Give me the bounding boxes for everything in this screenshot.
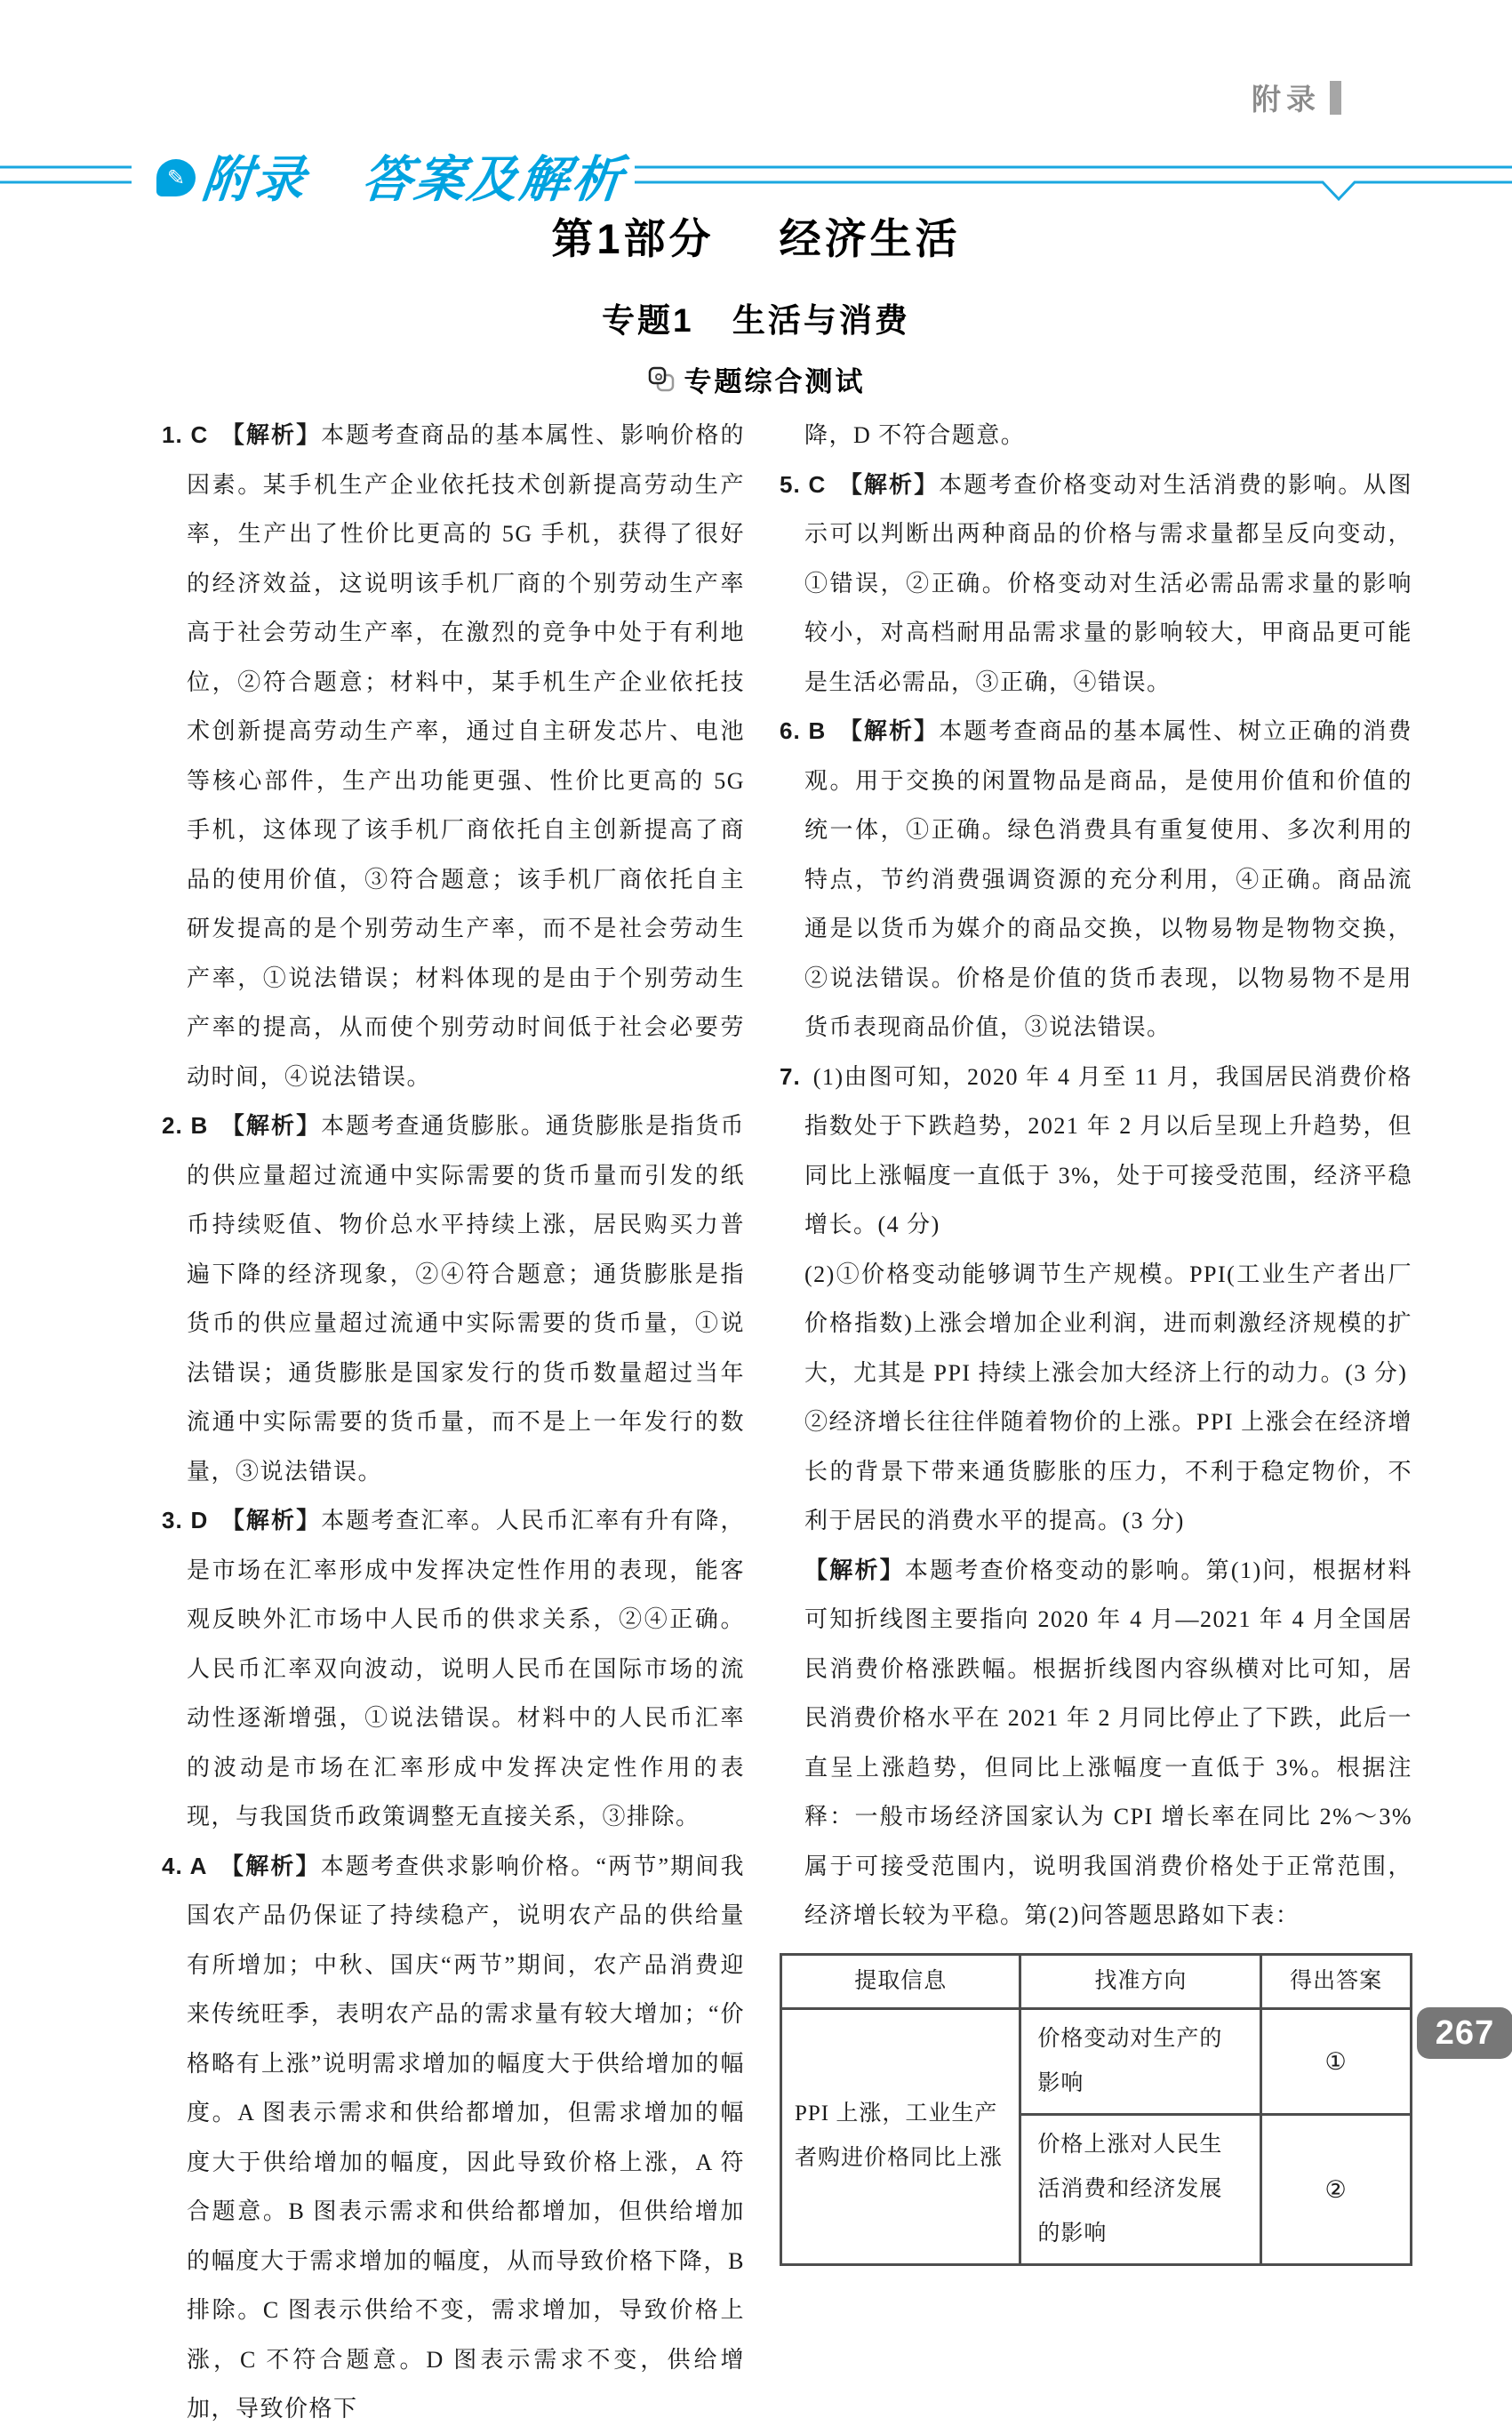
table-cell-direction-1: 价格变动对生产的影响 xyxy=(1020,2008,1261,2114)
running-head-label: 附录 xyxy=(1252,83,1321,116)
q7-answer-p2: (2)①价格变动能够调节生产规模。PPI(工业生产者出厂价格指数)上涨会增加企业利润，进而刺激经济规模的扩大，尤其是 PPI 持续上涨会加大经济上行的动力。(3 分) xyxy=(804,1261,1412,1386)
topic-title xyxy=(0,293,1512,341)
running-head-bar xyxy=(1330,81,1341,115)
pencil-glyph: ✎ xyxy=(166,166,186,190)
page-number-badge xyxy=(1417,2007,1512,2059)
table-cell-info: PPI 上涨，工业生产者购进价格同比上涨 xyxy=(781,2008,1020,2264)
appendix-banner-title xyxy=(199,140,628,212)
part-number: 第1部分 xyxy=(551,215,715,262)
table-header-answer: 得出答案 xyxy=(1261,1954,1412,2008)
table-header-info: 提取信息 xyxy=(781,1954,1020,2008)
pencil-badge-icon xyxy=(156,159,196,196)
analysis-text-1: 本题考查商品的基本属性、影响价格的因素。某手机生产企业依托技术创新提高劳动生产率，生产出了性价比更高的 5G 手机，获得了很好的经济效益，这说明该手机厂商的个别劳动生产率高于社会劳动生产率，在激烈的竞争中处于有利地位，②符合题意；材料中，某手机生产企业依托技术创新提高劳动生产率，通过自主研发芯片、电池等核心部件，生产出功能更强、性价比更高的 5G 手机，这体现了该手机厂商依托自主创新提高了商品的使用价值，③符合题意；该手机厂商依托自主研发提高的是个别劳动生产率，而不是社会劳动生产率，①说法错误；材料体现的是由于个别劳动生产率的提高，从而使个别劳动时间低于社会必要劳动时间，④说法错误。 xyxy=(187,422,745,1090)
analysis-text-2: 本题考查通货膨胀。通货膨胀是指货币的供应量超过流通中实际需要的货币量而引发的纸币持续贬值、物价总水平持续上涨，居民购买力普遍下降的经济现象，②④符合题意；通货膨胀是指货币的供应量超过流通中实际需要的货币量，①说法错误；通货膨胀是国家发行的货币数量超过当年流通中实际需要的货币量，而不是上一年发行的数量，③说法错误。 xyxy=(187,1113,745,1485)
answer-item-5 xyxy=(780,460,1412,708)
part-title xyxy=(0,206,1512,266)
analysis-text-5: 本题考查价格变动对生活消费的影响。从图示可以判断出两种商品的价格与需求量都呈反向变动，①错误，②正确。价格变动对生活必需品需求量的影响较小，对高档耐用品需求量的影响较大，甲商品更可能是生活必需品，③正确，④错误。 xyxy=(804,471,1412,695)
topic-name: 生活与消费 xyxy=(732,302,910,339)
analysis-tag: 【解析】 xyxy=(838,470,940,498)
table-header-row xyxy=(781,1954,1412,2008)
analysis-tag: 【解析】 xyxy=(220,1507,322,1533)
analysis-text-3: 本题考查汇率。人民币汇率有升有降，是市场在汇率形成中发挥决定性作用的表现，能客观反映外汇市场中人民币的供求关系，②④正确。人民币汇率双向波动，说明人民币在国际市场的流动性逐渐增强，①说法错误。材料中的人民币汇率的波动是市场在汇率形成中发挥决定性作用的表现，与我国货币政策调整无直接关系，③排除。 xyxy=(187,1508,745,1830)
answer-number-5: 5. C xyxy=(780,470,827,498)
answers-column-left xyxy=(162,411,745,2434)
answer-number-6: 6. B xyxy=(780,717,827,744)
answer-item-7-part1 xyxy=(780,1053,1412,1250)
answer-item-2 xyxy=(162,1101,745,1496)
page-number: 267 xyxy=(1435,2014,1495,2052)
answer-item-4 xyxy=(162,1842,745,2434)
analysis-tag: 【解析】 xyxy=(220,1112,322,1139)
analysis-tag: 【解析】 xyxy=(804,1556,905,1583)
appendix-banner xyxy=(156,140,628,212)
analysis-tag: 【解析】 xyxy=(220,421,322,448)
q7-analysis xyxy=(804,1546,1412,1941)
overlapping-pages-icon xyxy=(647,365,676,394)
answer-item-3 xyxy=(162,1496,745,1842)
answer-number-1: 1. C xyxy=(162,421,209,448)
table-row xyxy=(781,2008,1412,2114)
running-head xyxy=(1252,76,1341,118)
analysis-tag: 【解析】 xyxy=(838,717,940,744)
q7-strategy-table xyxy=(780,1953,1412,2266)
table-header-direction: 找准方向 xyxy=(1020,1954,1261,2008)
table-cell-direction-2: 价格上涨对人民生活消费和经济发展的影响 xyxy=(1020,2114,1261,2264)
answer-item-6 xyxy=(780,707,1412,1053)
answer-item-4-continuation: 降，D 不符合题意。 xyxy=(804,422,1026,448)
answers-word: 答案及解析 xyxy=(359,151,628,207)
section-heading xyxy=(0,359,1512,399)
answer-item-1 xyxy=(162,411,745,1101)
section-heading-label: 专题综合测试 xyxy=(684,366,866,397)
answers-column-right xyxy=(780,411,1412,2266)
analysis-text-6: 本题考查商品的基本属性、树立正确的消费观。用于交换的闲置物品是商品，是使用价值和价值的统一体，①正确。绿色消费具有重复使用、多次利用的特点，节约消费强调资源的充分利用，④正确。商品流通是以货币为媒介的商品交换，以物易物是物物交换，②说法错误。价格是价值的货币表现，以物易物不是用货币表现商品价值，③说法错误。 xyxy=(804,718,1412,1040)
answer-number-3: 3. D xyxy=(162,1507,209,1533)
part-name: 经济生活 xyxy=(779,215,961,262)
table-cell-answer-2: ② xyxy=(1261,2114,1412,2264)
analysis-tag: 【解析】 xyxy=(220,1852,321,1879)
answer-number-2: 2. B xyxy=(162,1112,209,1139)
answer-number-4: 4. A xyxy=(162,1852,208,1879)
appendix-word: 附录 xyxy=(199,151,310,207)
q7-answer-p1: (1)由图可知，2020 年 4 月至 11 月，我国居民消费价格指数处于下跌趋势，2021 年 2 月以后呈现上升趋势，但同比上涨幅度一直低于 3%，处于可接受范围，经济平稳增长。(4 分) xyxy=(804,1063,1412,1237)
q7-analysis-text: 本题考查价格变动的影响。第(1)问，根据材料可知折线图主要指向 2020 年 4 月—2021 年 4 月全国居民消费价格涨跌幅。根据折线图内容纵横对比可知，居民消费价格水平在 2021 年 2 月同比停止了下跌，此后一直呈上涨趋势，但同比上涨幅度一直低于 3%。根据注释：一般市场经济国家认为 CPI 增长率在同比 2%～3%属于可接受范围内，说明我国消费价格处于正常范围，经济增长较为平稳。第(2)问答题思路如下表： xyxy=(804,1557,1412,1928)
q7-answer-p3: ②经济增长往往伴随着物价的上涨。PPI 上涨会在经济增长的背景下带来通货膨胀的压力，不利于稳定物价，不利于居民的消费水平的提高。(3 分) xyxy=(804,1409,1412,1533)
topic-number: 专题1 xyxy=(602,302,694,339)
table-cell-answer-1: ① xyxy=(1261,2008,1412,2114)
analysis-text-4: 本题考查供求影响价格。“两节”期间我国农产品仍保证了持续稳产，说明农产品的供给量有所增加；中秋、国庆“两节”期间，农产品消费迎来传统旺季，表明农产品的需求量有较大增加；“价格略有上涨”说明需求增加的幅度大于供给增加的幅度。A 图表示需求和供给都增加，但需求增加的幅度大于供给增加的幅度，因此导致价格上涨，A 符合题意。B 图表示需求和供给都增加，但供给增加的幅度大于需求增加的幅度，从而导致价格下降，B 排除。C 图表示供给不变，需求增加，导致价格上涨，C 不符合题意。D 图表示需求不变，供给增加，导致价格下 xyxy=(187,1853,745,2422)
answer-number-7: 7. xyxy=(780,1062,801,1090)
notch-v-shape xyxy=(635,182,1512,199)
